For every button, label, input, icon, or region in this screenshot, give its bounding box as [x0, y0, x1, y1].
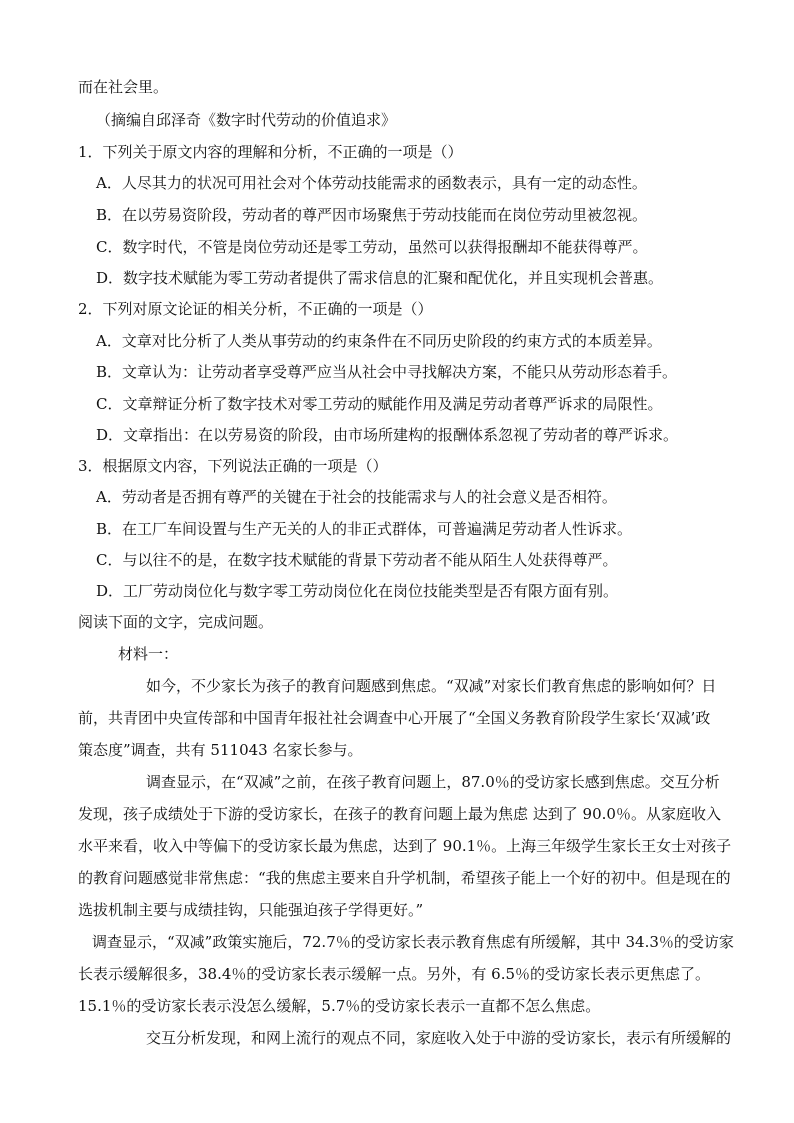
question-2: 2．下列对原文论证的相关分析，不正确的一项是（）: [78, 300, 433, 318]
q3-option-d: D．工厂劳动岗位化与数字零工劳动岗位化在岗位技能类型是否有限方面有别。: [96, 582, 619, 600]
question-1: 1．下列关于原文内容的理解和分析，不正确的一项是（）: [78, 143, 463, 161]
q2-option-b: B．文章认为：让劳动者享受尊严应当从社会中寻找解决方案，不能只从劳动形态着手。: [96, 363, 678, 381]
q3-option-c: C．与以往不的是，在数字技术赋能的背景下劳动者不能从陌生人处获得尊严。: [96, 551, 618, 569]
paragraph-line: 如今，不少家长为孩子的教育问题感到焦虑。“双减”对家长们教育焦虑的影响如何？日: [146, 677, 717, 695]
q2-option-a: A．文章对比分析了人类从事劳动的约束条件在不同历史阶段的约束方式的本质差异。: [96, 332, 662, 350]
paragraph-line: 选拔机制主要与成绩挂钩，只能强迫孩子学得更好。”: [78, 901, 424, 919]
paragraph-line: 调查显示，“双减”政策实施后，72.7％的受访家长表示教育焦虑有所缓解，其中 34.3％的受访家: [92, 933, 734, 951]
q1-option-b: B．在以劳易资阶段，劳动者的尊严因市场聚焦于劳动技能而在岗位劳动里被忽视。: [96, 206, 648, 224]
paragraph-line: 前，共青团中央宣传部和中国青年报社社会调查中心开展了“全国义务教育阶段学生家长‘双减’政: [78, 709, 711, 727]
material-heading: 材料一：: [118, 645, 179, 663]
paragraph-line: 水平来看，收入中等偏下的受访家长最为焦虑，达到了 90.1％。上海三年级学生家长王女士对孩子: [78, 837, 732, 855]
text-line: 而在社会里。: [78, 78, 169, 96]
paragraph-line: 发现，孩子成绩处于下游的受访家长，在孩子的教育问题上最为焦虑 达到了 90.0％。从家庭收入: [78, 805, 721, 823]
paragraph-line: 交互分析发现，和网上流行的观点不同，家庭收入处于中游的受访家长，表示有所缓解的: [146, 1029, 732, 1047]
question-3: 3．根据原文内容，下列说法正确的一项是（）: [78, 457, 388, 475]
reading-instruction: 阅读下面的文字，完成问题。: [78, 613, 274, 631]
paragraph-line: 的教育问题感觉非常焦虑：“我的焦虑主要来自升学机制，希望孩子能上一个好的初中。但是现在的: [78, 869, 731, 887]
paragraph-line: 策态度”调查，共有 511043 名家长参与。: [78, 741, 363, 759]
q1-option-d: D．数字技术赋能为零工劳动者提供了需求信息的汇聚和配优化，并且实现机会普惠。: [96, 269, 664, 287]
q1-option-a: A．人尽其力的状况可用社会对个体劳动技能需求的函数表示，具有一定的动态性。: [96, 174, 647, 192]
q2-option-d: D．文章指出：在以劳易资的阶段，由市场所建构的报酬体系忽视了劳动者的尊严诉求。: [96, 426, 679, 444]
paragraph-line: 调查显示，在“双减”之前，在孩子教育问题上，87.0％的受访家长感到焦虑。交互分析: [146, 773, 720, 791]
q3-option-b: B．在工厂车间设置与生产无关的人的非正式群体，可普遍满足劳动者人性诉求。: [96, 520, 633, 538]
paragraph-line: 长表示缓解很多，38.4％的受访家长表示缓解一点。另外，有 6.5％的受访家长表示更焦虑了。: [78, 965, 711, 983]
source-citation: （摘编自邱泽奇《数字时代劳动的价值追求》: [96, 111, 397, 129]
q2-option-c: C．文章辩证分析了数字技术对零工劳动的赋能作用及满足劳动者尊严诉求的局限性。: [96, 395, 663, 413]
paragraph-line: 15.1％的受访家长表示没怎么缓解，5.7％的受访家长表示一直都不怎么焦虑。: [78, 997, 601, 1015]
q1-option-c: C．数字时代，不管是岗位劳动还是零工劳动，虽然可以获得报酬却不能获得尊严。: [96, 238, 648, 256]
q3-option-a: A．劳动者是否拥有尊严的关键在于社会的技能需求与人的社会意义是否相符。: [96, 488, 617, 506]
